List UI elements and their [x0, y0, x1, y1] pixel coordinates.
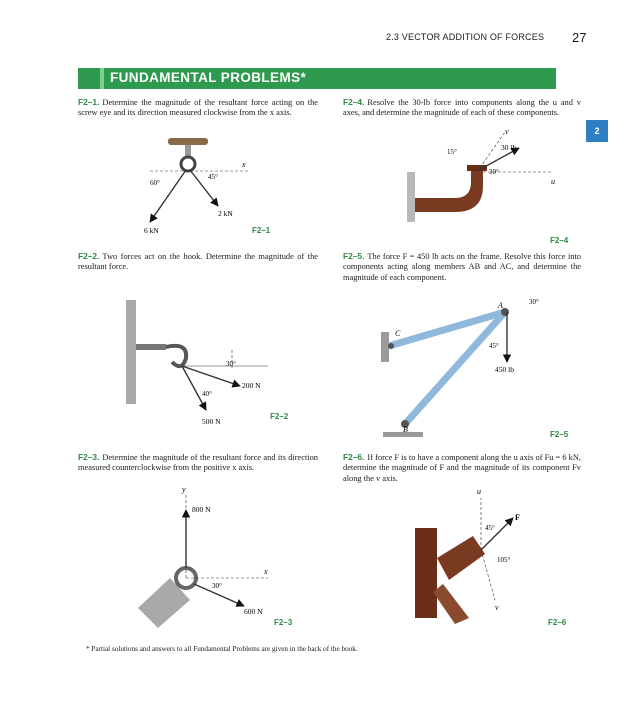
v-label: v [505, 127, 509, 136]
problem-text: The force F = 450 lb acts on the frame. Resolve this force into components acting along members AB and AC, and determine the magnitude of each component. [343, 252, 581, 282]
force-600N-label: 600 N [244, 607, 263, 616]
force-450lb-label: 450 lb [495, 365, 514, 374]
force-800N-label: 800 N [192, 505, 211, 514]
figure-f2-5 [343, 292, 583, 437]
problem-f2-4 [343, 97, 581, 119]
angle-105-label: 105° [497, 556, 511, 564]
figure-label-f2-5: F2–5 [550, 430, 569, 439]
problem-f2-5 [343, 251, 581, 283]
force-6kN-arrow [150, 170, 186, 222]
problem-text: Determine the magnitude of the resultant force and its direction measured counterclockwise from the positive x axis. [78, 453, 318, 473]
chapter-tab[interactable]: 2 [586, 120, 608, 142]
problem-number: F2–2. [78, 251, 100, 261]
angle-30-label: 30° [489, 168, 499, 176]
problem-number: F2–3. [78, 452, 100, 462]
angle-30-label: 30° [212, 582, 222, 590]
frame-members-icon [381, 308, 509, 437]
figure-label-f2-3: F2–3 [274, 618, 293, 627]
problem-f2-6 [343, 452, 581, 484]
problem-text: Determine the magnitude of the resultant force acting on the screw eye and its direction measured clockwise from the x axis. [78, 98, 318, 118]
v-axis-line [481, 550, 495, 600]
angle-40-label: 40° [202, 390, 212, 398]
force-500N-label: 500 N [202, 417, 221, 426]
force-6kN-label: 6 kN [144, 226, 159, 235]
angle-60-label: 60° [150, 179, 160, 187]
page-number: 27 [572, 30, 587, 45]
F-label: F [515, 513, 520, 522]
problem-number: F2–5. [343, 251, 365, 261]
v-axis-line [477, 132, 505, 172]
banner-title: FUNDAMENTAL PROBLEMS* [110, 70, 307, 85]
angle-45-label: 45° [485, 524, 495, 532]
u-label: u [477, 487, 481, 496]
problem-number: F2–6. [343, 452, 365, 462]
beam-joint-icon [415, 528, 485, 624]
section-title: 2.3 VECTOR ADDITION OF FORCES [386, 32, 545, 42]
force-F-arrow [481, 518, 513, 550]
figure-f2-6 [343, 488, 583, 628]
problem-text: Resolve the 30-lb force into components along the u and v axes, and determine the magnitude of each of these components. [343, 98, 581, 118]
force-200N-label: 200 N [242, 381, 261, 390]
hook-icon [136, 344, 186, 366]
x-label: x [242, 160, 246, 169]
figure-label-f2-4: F2–4 [550, 236, 569, 245]
angle-45-label: 45° [489, 342, 499, 350]
figure-label-f2-1: F2–1 [252, 226, 271, 235]
force-2kN-label: 2 kN [218, 209, 233, 218]
u-label: u [551, 177, 555, 186]
figure-f2-1 [78, 130, 318, 240]
figure-label-f2-2: F2–2 [270, 412, 289, 421]
x-label: x [264, 567, 268, 576]
banner-stripe [100, 68, 104, 89]
point-B-label: B [403, 425, 408, 434]
y-label: y [182, 485, 186, 494]
problem-f2-3 [78, 452, 318, 474]
angle-45-label: 45° [208, 173, 218, 181]
problem-f2-1 [78, 97, 318, 119]
figure-f2-3 [78, 485, 318, 628]
figure-label-f2-6: F2–6 [548, 618, 567, 627]
problem-f2-2 [78, 251, 318, 273]
angle-15-label: 15° [447, 148, 457, 156]
problem-text: Two forces act on the hook. Determine the magnitude of the resultant force. [78, 252, 318, 272]
footnote: * Partial solutions and answers to all Fundamental Problems are given in the back of the book. [86, 645, 358, 653]
screw-eye-icon [168, 138, 208, 171]
wall [126, 300, 136, 404]
point-A-label: A [498, 301, 503, 310]
point-C-label: C [395, 329, 401, 338]
v-label: v [495, 603, 499, 612]
problem-number: F2–4. [343, 97, 365, 107]
figure-f2-4 [343, 127, 583, 240]
angle-30-label: 30° [529, 298, 539, 306]
pipe-bracket-icon [407, 165, 487, 222]
angle-30-label: 30° [226, 360, 236, 368]
problem-number: F2–1. [78, 97, 100, 107]
problem-text: If force F is to have a component along the u axis of Fu = 6 kN, determine the magnitude of F and the magnitude of its component Fv along the v axis. [343, 453, 581, 483]
force-30lb-label: 30 lb [501, 143, 517, 152]
